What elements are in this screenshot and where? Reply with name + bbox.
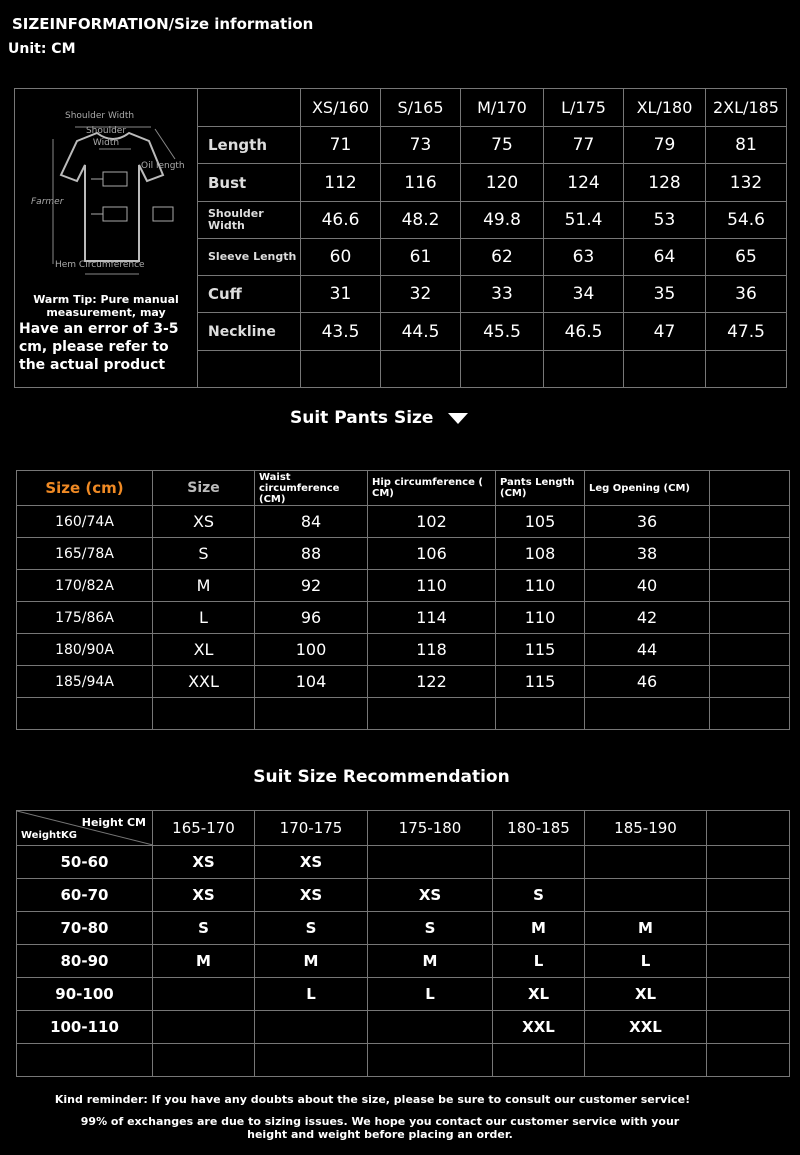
cell: 122 (368, 666, 496, 698)
cell: 45.5 (461, 313, 544, 350)
garment-illustration-cell (15, 89, 198, 388)
cell: 31 (301, 276, 381, 313)
cell: 100 (255, 634, 368, 666)
cell: XXL (493, 1011, 585, 1044)
cell: XS (153, 506, 255, 538)
cell: 54.6 (706, 201, 787, 238)
cell: 61 (381, 238, 461, 275)
size-header: M/170 (461, 89, 544, 127)
cell: 46.5 (544, 313, 624, 350)
size-header: 2XL/185 (706, 89, 787, 127)
cell: 175/86A (17, 602, 153, 634)
empty-row (17, 698, 790, 730)
cell: XL (493, 978, 585, 1011)
height-header: 185-190 (585, 811, 707, 846)
cell: S (153, 912, 255, 945)
cell: L (153, 602, 255, 634)
cell: 77 (544, 127, 624, 164)
kind-reminder: Kind reminder: If you have any doubts about the size, please be sure to consult our customer service! (54, 1093, 691, 1106)
table-row (17, 506, 790, 538)
cell: 38 (585, 538, 710, 570)
table-row (17, 879, 790, 912)
cell (368, 1011, 493, 1044)
col-header-waist: Waist circumference (CM) (255, 471, 368, 506)
cell: 105 (496, 506, 585, 538)
cell (153, 1011, 255, 1044)
cell: S (153, 538, 255, 570)
cell: 165/78A (17, 538, 153, 570)
cell: 32 (381, 276, 461, 313)
cell: 71 (301, 127, 381, 164)
cell: 81 (706, 127, 787, 164)
cell (255, 1011, 368, 1044)
cell: 64 (624, 238, 706, 275)
cell: 44.5 (381, 313, 461, 350)
cell: L (493, 945, 585, 978)
cell: 128 (624, 164, 706, 201)
height-header: 180-185 (493, 811, 585, 846)
cell: XS (153, 846, 255, 879)
cell: 60 (301, 238, 381, 275)
cell: 120 (461, 164, 544, 201)
height-label: Height CM (81, 816, 146, 829)
shoulder-width-label-2: Shoulder Width (85, 126, 127, 148)
cell: M (153, 945, 255, 978)
hem-circumference-label: Hem Circumference (55, 260, 145, 270)
cell: XXL (585, 1011, 707, 1044)
cell (585, 879, 707, 912)
cell: 53 (624, 201, 706, 238)
pants-title-text: Suit Pants Size (290, 408, 434, 428)
farmer-label: Farmer (31, 197, 64, 207)
cell: XS (368, 879, 493, 912)
cell: 35 (624, 276, 706, 313)
weight-cell: 100-110 (17, 1011, 153, 1044)
row-label: Sleeve Length (198, 238, 301, 275)
height-header: 175-180 (368, 811, 493, 846)
cell: 79 (624, 127, 706, 164)
cell: 40 (585, 570, 710, 602)
cell: 48.2 (381, 201, 461, 238)
cell: 180/90A (17, 634, 153, 666)
cell: L (585, 945, 707, 978)
triangle-down-icon (447, 411, 469, 425)
table-row (17, 570, 790, 602)
cell: XXL (153, 666, 255, 698)
cell: 51.4 (544, 201, 624, 238)
recommendation-title: Suit Size Recommendation (253, 767, 510, 787)
size-header: XS/160 (301, 89, 381, 127)
cell: 46 (585, 666, 710, 698)
cell: 36 (706, 276, 787, 313)
col-header-size-cm: Size (cm) (17, 471, 153, 506)
col-header-size: Size (153, 471, 255, 506)
row-label: Cuff (198, 276, 301, 313)
cell (585, 846, 707, 879)
cell: 73 (381, 127, 461, 164)
cell: XL (153, 634, 255, 666)
cell: 115 (496, 634, 585, 666)
shirt-diagram (15, 89, 197, 387)
col-header-pants-length: Pants Length (CM) (496, 471, 585, 506)
pants-size-table (16, 470, 790, 730)
cell: 115 (496, 666, 585, 698)
cell: 116 (381, 164, 461, 201)
cell: 118 (368, 634, 496, 666)
cell: 170/82A (17, 570, 153, 602)
cell: 160/74A (17, 506, 153, 538)
top-size-table (14, 88, 787, 388)
cell: M (255, 945, 368, 978)
cell: 62 (461, 238, 544, 275)
table-row (17, 912, 790, 945)
cell (153, 978, 255, 1011)
cell: 34 (544, 276, 624, 313)
col-header-leg-opening: Leg Opening (CM) (585, 471, 710, 506)
cell: 88 (255, 538, 368, 570)
weight-label: WeightKG (21, 830, 77, 841)
weight-cell: 60-70 (17, 879, 153, 912)
table-row (17, 666, 790, 698)
cell: XS (255, 846, 368, 879)
table-row (17, 634, 790, 666)
table-row (17, 538, 790, 570)
cell: 47.5 (706, 313, 787, 350)
height-header: 170-175 (255, 811, 368, 846)
exchange-note: 99% of exchanges are due to sizing issues. We hope you contact our customer service with your height and weight before placing an order. (80, 1115, 680, 1141)
recommendation-table (16, 810, 790, 1077)
cell: 110 (496, 570, 585, 602)
cell: 96 (255, 602, 368, 634)
row-label: Shoulder Width (198, 201, 301, 238)
corner-cell (198, 89, 301, 127)
cell: 108 (496, 538, 585, 570)
cell: 43.5 (301, 313, 381, 350)
oil-length-label: Oil length (141, 161, 185, 171)
page-title: SIZEINFORMATION/Size information (12, 15, 314, 33)
size-header: S/165 (381, 89, 461, 127)
row-label: Neckline (198, 313, 301, 350)
cell: M (493, 912, 585, 945)
cell: M (585, 912, 707, 945)
cell: L (368, 978, 493, 1011)
cell: M (368, 945, 493, 978)
cell: 63 (544, 238, 624, 275)
cell: L (255, 978, 368, 1011)
weight-cell: 90-100 (17, 978, 153, 1011)
cell: 36 (585, 506, 710, 538)
weight-cell: 70-80 (17, 912, 153, 945)
size-header: XL/180 (624, 89, 706, 127)
cell: S (493, 879, 585, 912)
cell: 102 (368, 506, 496, 538)
cell: 110 (368, 570, 496, 602)
warm-tip: Warm Tip: Pure manual measurement, may (33, 293, 179, 319)
empty-row (17, 1044, 790, 1077)
height-header: 165-170 (153, 811, 255, 846)
table-row (17, 846, 790, 879)
pants-section-title (290, 408, 469, 428)
table-row (17, 945, 790, 978)
cell: 46.6 (301, 201, 381, 238)
height-weight-corner (17, 811, 153, 846)
cell: 132 (706, 164, 787, 201)
cell: 92 (255, 570, 368, 602)
size-header: L/175 (544, 89, 624, 127)
cell: XS (255, 879, 368, 912)
error-note: Have an error of 3-5 cm, please refer to the actual product (19, 321, 179, 373)
cell: M (153, 570, 255, 602)
cell: S (255, 912, 368, 945)
cell: 65 (706, 238, 787, 275)
weight-cell: 50-60 (17, 846, 153, 879)
table-row (17, 978, 790, 1011)
cell: 44 (585, 634, 710, 666)
cell (493, 846, 585, 879)
cell: 106 (368, 538, 496, 570)
cell (368, 846, 493, 879)
cell: 110 (496, 602, 585, 634)
cell: 114 (368, 602, 496, 634)
table-row (17, 602, 790, 634)
cell: 112 (301, 164, 381, 201)
cell: 185/94A (17, 666, 153, 698)
cell: XS (153, 879, 255, 912)
unit-label: Unit: CM (8, 41, 76, 57)
shoulder-width-label: Shoulder Width (65, 111, 135, 121)
cell: 49.8 (461, 201, 544, 238)
cell: 75 (461, 127, 544, 164)
cell: 124 (544, 164, 624, 201)
cell: 47 (624, 313, 706, 350)
weight-cell: 80-90 (17, 945, 153, 978)
cell: XL (585, 978, 707, 1011)
cell: 42 (585, 602, 710, 634)
row-label: Length (198, 127, 301, 164)
cell: 84 (255, 506, 368, 538)
cell: 33 (461, 276, 544, 313)
col-header-hip: Hip circumference ( CM) (368, 471, 496, 506)
row-label: Bust (198, 164, 301, 201)
cell: S (368, 912, 493, 945)
table-row (17, 1011, 790, 1044)
cell: 104 (255, 666, 368, 698)
